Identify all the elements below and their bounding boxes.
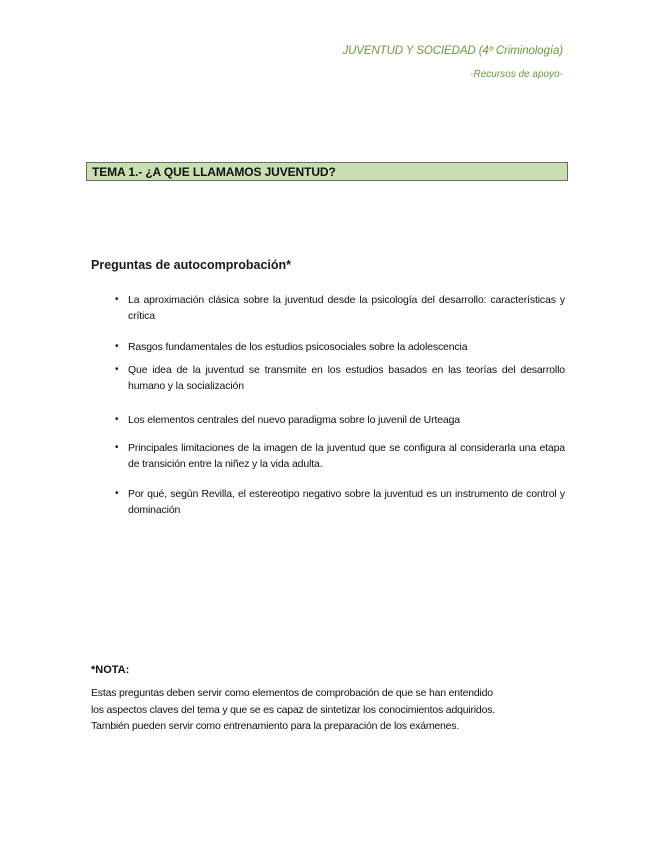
bullet-icon: • xyxy=(115,294,119,305)
question-text: La aproximación clásica sobre la juventud desde la psicología del desarrollo: características y crítica xyxy=(128,294,565,322)
question-item xyxy=(91,339,565,362)
question-item xyxy=(91,412,565,440)
question-text: Los elementos centrales del nuevo paradigma sobre lo juvenil de Urteaga xyxy=(128,414,460,426)
note-line: Estas preguntas deben servir como elementos de comprobación de que se han entendido xyxy=(91,687,493,699)
self-check-heading: Preguntas de autocomprobación* xyxy=(91,258,292,272)
question-item xyxy=(91,440,565,486)
document-header-subtitle: -Recursos de apoyo- xyxy=(470,69,563,80)
note-paragraph xyxy=(91,685,566,735)
bullet-icon: • xyxy=(115,414,119,425)
note-line: También pueden servir como entrenamiento para la preparación de los exámenes. xyxy=(91,720,460,732)
bullet-icon: • xyxy=(115,364,119,375)
question-text: Que idea de la juventud se transmite en los estudios basados en las teorías del desarrollo humano y la socialización xyxy=(128,364,565,392)
bullet-icon: • xyxy=(115,341,119,352)
topic-title-box xyxy=(86,162,568,181)
question-text: Por qué, según Revilla, el estereotipo negativo sobre la juventud es un instrumento de control y dominación xyxy=(128,488,565,516)
question-text: Principales limitaciones de la imagen de la juventud que se configura al considerarla una etapa de transición entre la niñez y la vida adulta. xyxy=(128,442,565,470)
question-item xyxy=(91,292,565,339)
topic-title: TEMA 1.- ¿A QUE LLAMAMOS JUVENTUD? xyxy=(92,165,336,179)
question-list xyxy=(91,292,565,516)
question-text: Rasgos fundamentales de los estudios psicosociales sobre la adolescencia xyxy=(128,341,468,353)
bullet-icon: • xyxy=(115,442,119,453)
document-header-title: JUVENTUD Y SOCIEDAD (4º Criminología) xyxy=(342,45,563,57)
bullet-icon: • xyxy=(115,488,119,499)
question-item xyxy=(91,362,565,412)
note-heading: *NOTA: xyxy=(91,664,130,676)
note-line: los aspectos claves del tema y que se es capaz de sintetizar los conocimientos adquiridos. xyxy=(91,703,495,716)
question-item xyxy=(91,486,565,516)
